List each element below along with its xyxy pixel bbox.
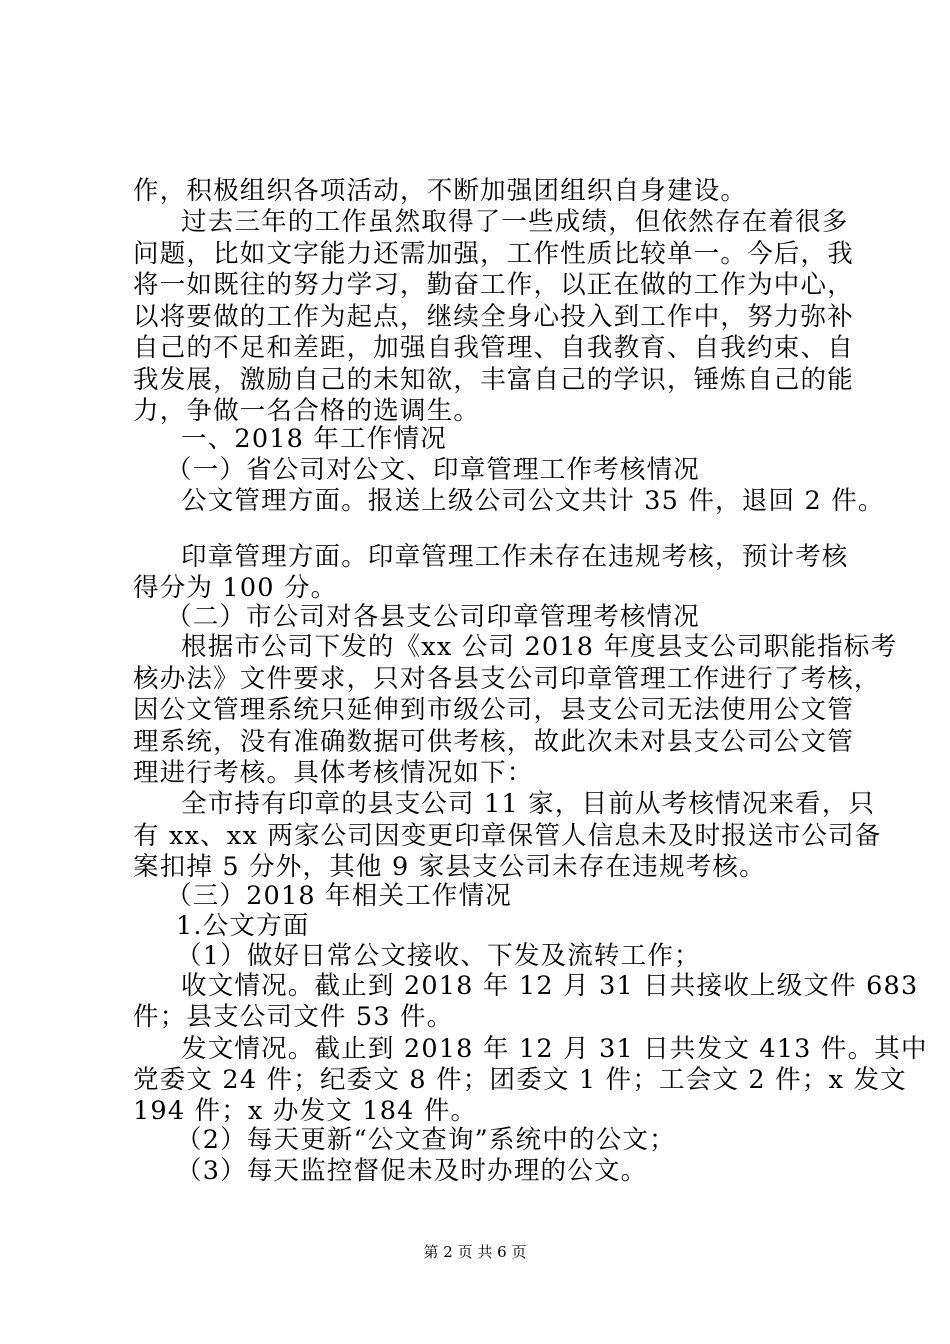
paragraph-line: 我发展，激励自己的未知欲，丰富自己的学识，锤炼自己的能 [133, 365, 854, 395]
paragraph-line: 全市持有印章的县支公司 11 家，目前从考核情况来看，只 [181, 789, 876, 819]
list-item: （3）每天监控督促未及时办理的公文。 [176, 1156, 648, 1186]
paragraph-line: 将一如既往的努力学习，勤奋工作，以正在做的工作为中心， [133, 270, 854, 300]
paragraph-line: 核办法》文件要求，只对各县支公司印章管理工作进行了考核， [133, 664, 881, 694]
list-item: （1）做好日常公文接收、下发及流转工作； [176, 941, 701, 971]
paragraph-line: 发文情况。截止到 2018 年 12 月 31 日共发文 413 件。其中 [181, 1034, 928, 1064]
paragraph-line: 理进行考核。具体考核情况如下： [133, 758, 534, 788]
paragraph-line: 案扣掉 5 分外，其他 9 家县支公司未存在违规考核。 [133, 852, 766, 882]
paragraph-line: 以将要做的工作为起点，继续全身心投入到工作中，努力弥补 [133, 302, 854, 332]
paragraph-line: 因公文管理系统只延伸到市级公司，县支公司无法使用公文管 [133, 695, 854, 725]
subsection-heading: （三）2018 年相关工作情况 [166, 881, 513, 911]
paragraph-line: 公文管理方面。报送上级公司公文共计 35 件，退回 2 件。 [181, 486, 885, 516]
paragraph-line: 过去三年的工作虽然取得了一些成绩，但依然存在着很多 [181, 207, 849, 237]
paragraph-line: 问题，比如文字能力还需加强，工作性质比较单一。今后，我 [133, 239, 854, 269]
paragraph-line: 根据市公司下发的《xx 公司 2018 年度县支公司职能指标考 [181, 632, 898, 662]
paragraph-line: 印章管理方面。印章管理工作未存在违规考核，预计考核 [181, 542, 849, 572]
paragraph-line: 力，争做一名合格的选调生。 [133, 396, 481, 426]
paragraph-line: 作，积极组织各项活动，不断加强团组织自身建设。 [133, 176, 748, 206]
paragraph-line: 194 件；x 办发文 184 件。 [133, 1096, 478, 1126]
list-heading: 1.公文方面 [176, 911, 310, 941]
paragraph-line: 件；县支公司文件 53 件。 [133, 1002, 454, 1032]
subsection-heading: （一）省公司对公文、印章管理工作考核情况 [166, 455, 701, 485]
list-item: （2）每天更新“公文查询”系统中的公文； [176, 1125, 676, 1155]
page-footer: 第 2 页 共 6 页 [423, 1243, 527, 1261]
paragraph-line: 自己的不足和差距，加强自我管理、自我教育、自我约束、自 [133, 333, 854, 363]
paragraph-line: 有 xx、xx 两家公司因变更印章保管人信息未及时报送市公司备 [133, 821, 882, 851]
paragraph-line: 理系统，没有准确数据可供考核，故此次未对县支公司公文管 [133, 727, 854, 757]
paragraph-line: 收文情况。截止到 2018 年 12 月 31 日共接收上级文件 683 [181, 971, 919, 1001]
paragraph-line: 得分为 100 分。 [133, 573, 338, 603]
paragraph-line: 党委文 24 件；纪委文 8 件；团委文 1 件；工会文 2 件；x 发文 [133, 1065, 907, 1095]
section-heading: 一、2018 年工作情况 [181, 424, 447, 454]
subsection-heading: （二）市公司对各县支公司印章管理考核情况 [166, 602, 701, 632]
